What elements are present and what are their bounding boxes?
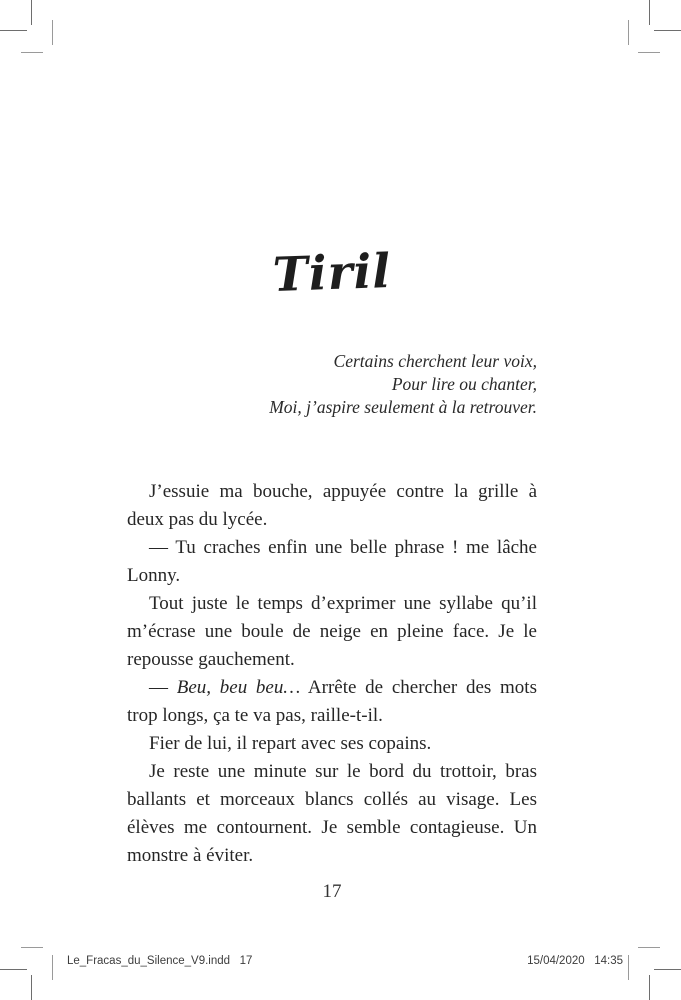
crop-mark-top-left-inner-horizontal <box>21 52 43 53</box>
paragraph <box>127 590 537 674</box>
epigraph-line: Pour lire ou chanter, <box>391 374 537 394</box>
epigraph-line: Certains cherchent leur voix, <box>333 351 537 371</box>
paragraph <box>127 478 537 534</box>
paragraph-text: Je reste une minute sur le bord du trottoir, bras ballants et morceaux blancs collés au visage. Les élèves me contournent. Je semble contagieuse. Un monstre à éviter. <box>127 761 537 866</box>
paragraph-text: — <box>149 677 177 698</box>
crop-mark-top-left-outer-vertical <box>31 0 32 25</box>
crop-mark-bottom-right-inner-vertical <box>628 955 629 980</box>
footer-filename: Le_Fracas_du_Silence_V9.indd 17 <box>67 955 253 967</box>
crop-mark-bottom-right-inner-horizontal <box>638 947 660 948</box>
crop-mark-bottom-left-outer-horizontal <box>0 969 27 970</box>
crop-mark-top-left-outer-horizontal <box>0 30 27 31</box>
paragraph <box>127 674 537 730</box>
crop-mark-bottom-left-inner-horizontal <box>21 947 43 948</box>
epigraph <box>127 350 537 419</box>
crop-mark-bottom-right-outer-horizontal <box>654 969 681 970</box>
crop-mark-top-left-inner-vertical <box>52 20 53 45</box>
paragraph-text: — Tu craches enfin une belle phrase ! me lâche Lonny. <box>127 537 537 586</box>
crop-mark-top-right-outer-horizontal <box>654 30 681 31</box>
page-number: 17 <box>322 881 342 902</box>
paragraph <box>127 730 537 758</box>
crop-mark-bottom-left-inner-vertical <box>52 955 53 980</box>
crop-mark-top-right-outer-vertical <box>649 0 650 25</box>
paragraph-text: Fier de lui, il repart avec ses copains. <box>149 733 432 754</box>
crop-mark-top-right-inner-vertical <box>628 20 629 45</box>
paragraph-text-italic: Beu, beu beu… <box>176 677 301 698</box>
paragraph <box>127 758 537 870</box>
crop-mark-bottom-left-outer-vertical <box>31 975 32 1000</box>
crop-mark-bottom-right-outer-vertical <box>649 975 650 1000</box>
paragraph <box>127 534 537 590</box>
chapter-title: Tiril <box>271 243 393 304</box>
epigraph-line: Moi, j’aspire seulement à la retrouver. <box>269 397 537 417</box>
paragraph-text: Tout juste le temps d’exprimer une syllabe qu’il m’écrase une boule de neige en pleine face. Je le repousse gauchement. <box>127 593 537 670</box>
footer-datetime: 15/04/2020 14:35 <box>527 955 623 967</box>
crop-mark-top-right-inner-horizontal <box>638 52 660 53</box>
body-text <box>127 478 537 870</box>
paragraph-text: Arrête de chercher des mots trop longs, ça te va pas, raille-t-il. <box>127 677 537 726</box>
paragraph-text: J’essuie ma bouche, appuyée contre la grille à deux pas du lycée. <box>127 481 537 530</box>
